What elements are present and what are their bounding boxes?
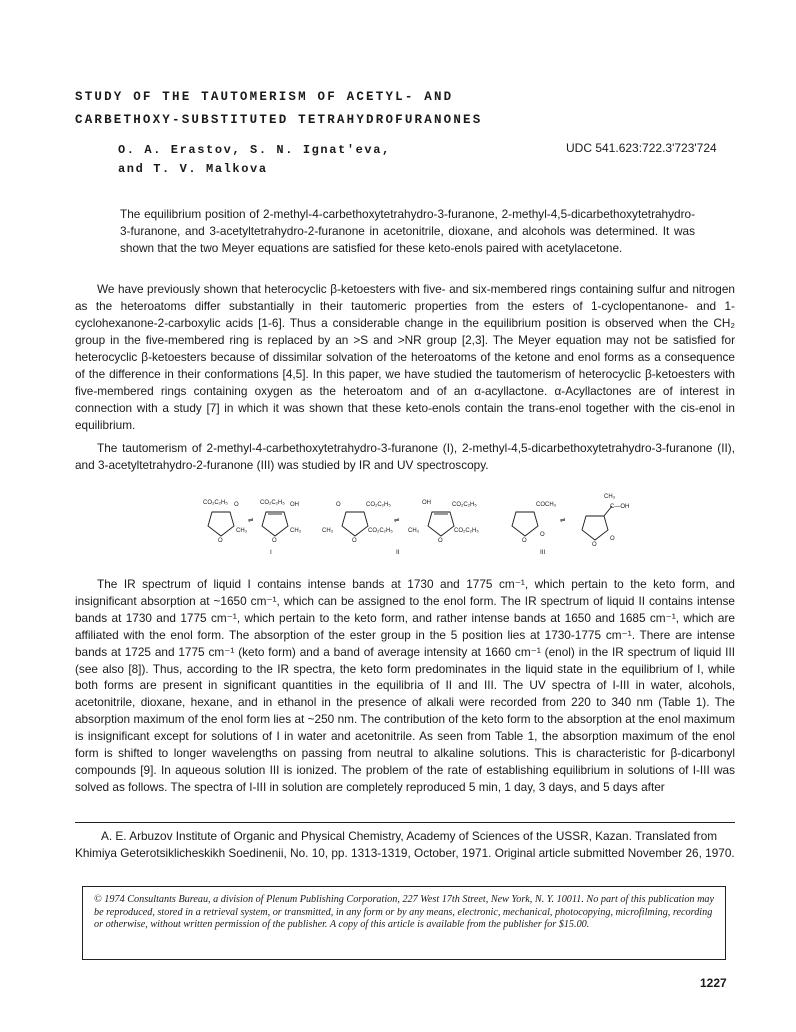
structure-3-keto	[512, 502, 557, 544]
copyright-notice	[94, 894, 718, 932]
body-text-bottom	[75, 576, 735, 796]
tautomer-scheme	[200, 492, 640, 556]
label-oh: OH	[290, 502, 299, 508]
body-text-top	[75, 281, 735, 480]
label-c-oh: C—OH	[610, 504, 630, 510]
label-o: O	[272, 538, 277, 544]
equilibrium-arrow: ⇌	[394, 517, 400, 524]
label-ch3: CH₃	[290, 528, 302, 534]
author-list	[118, 141, 391, 179]
udc-code: UDC 541.623:722.3'723'724	[566, 141, 717, 155]
equilibrium-arrow: ⇌	[560, 517, 566, 524]
label-co2c2h5: CO₂C₂H₅	[203, 500, 228, 506]
compound-label-2: II	[396, 549, 400, 556]
label-co2c2h5: CO₂C₂H₅	[452, 502, 477, 508]
abstract	[120, 206, 695, 257]
page-number: 1227	[700, 976, 727, 990]
affiliation-text: A. E. Arbuzov Institute of Organic and Physical Chemistry, Academy of Sciences of the USSR, Kazan. Translated from Khimiya Geterotsiklicheskikh Soedinenii, No. 10, pp. 1313-1319, October, 1971. Original article submitted November 26, 1970.	[75, 829, 735, 860]
label-ch3: CH₃	[322, 528, 334, 534]
structure-1-enol	[260, 500, 302, 544]
label-ch3: CH₃	[408, 528, 420, 534]
label-o: O	[522, 538, 527, 544]
label-coch3: COCH₃	[536, 502, 557, 508]
label-co2c2h5: CO₂C₂H₅	[366, 502, 391, 508]
article-title	[75, 86, 715, 132]
authors-line-2: and T. V. Malkova	[118, 162, 268, 176]
structure-1-keto	[203, 500, 248, 544]
label-o: O	[218, 538, 223, 544]
compound-label-3: III	[540, 549, 546, 556]
structure-2-keto	[322, 502, 393, 544]
copyright-text: © 1974 Consultants Bureau, a division of Plenum Publishing Corporation, 227 West 17th Street, New York, N. Y. 10011. No part of this publication may be reproduced, stored in a retrieval system, or transmitted, in any form or by any means, electronic, mechanical, photocopying, microfilming, recording or otherwise, without written permission of the publisher. A copy of this article is available from the publisher for $15.00.	[94, 894, 715, 931]
affiliation-footnote	[75, 828, 735, 862]
label-ch3: CH₃	[604, 494, 616, 500]
structure-2-enol	[408, 500, 479, 544]
label-o: O	[438, 538, 443, 544]
label-o: O	[540, 532, 545, 538]
footnote-rule	[75, 822, 735, 823]
label-co2c2h5: CO₂C₂H₅	[454, 528, 479, 534]
title-line-1: STUDY OF THE TAUTOMERISM OF ACETYL- AND	[75, 90, 454, 104]
paragraph-intro: We have previously shown that heterocyclic β-ketoesters with five- and six-membered rings containing sulfur and nitrogen as the heteroatoms differ substantially in their tautomeric properties from the esters of 1-cyclopentanone- and 1-cyclohexanone-2-carboxylic acids [1-6]. Thus a considerable change in the equilibrium position is observed when the CH₂ group in the five-membered ring is replaced by an >S and >NR group [2,3]. The Meyer equation may not be satisfied for heterocyclic β-ketoesters because of dissimilar solvation of the heteroatoms of the ketone and enol forms as a consequence of the difference in their conformations [4,5]. In this paper, we have studied the tautomerism of heterocyclic β-ketoesters with five-membered rings containing oxygen as the heteroatom and of an α-acyllactone. α-Acyllactones are of interest in connection with a study [7] in which it was shown that these keto-enols contain the trans-enol together with the cis-enol in equilibrium.	[75, 282, 735, 432]
label-o: O	[610, 536, 615, 542]
authors-line-1: O. A. Erastov, S. N. Ignat'eva,	[118, 143, 391, 157]
label-o: O	[234, 502, 239, 508]
equilibrium-arrow: ⇌	[248, 517, 254, 524]
label-o: O	[352, 538, 357, 544]
label-ch3: CH₃	[236, 528, 248, 534]
abstract-text: The equilibrium position of 2-methyl-4-carbethoxytetrahydro-3-furanone, 2-methyl-4,5-dicarbethoxytetrahydro-3-furanone, and 3-acetyltetrahydro-2-furanone in acetonitrile, dioxane, and alcohols was determined. It was shown that the two Meyer equations are satisfied for these keto-enols paired with acetylacetone.	[120, 207, 695, 255]
label-co2c2h5: CO₂C₂H₅	[368, 528, 393, 534]
label-o: O	[336, 502, 341, 508]
title-line-2: CARBETHOXY-SUBSTITUTED TETRAHYDROFURANONES	[75, 113, 483, 127]
paragraph-ir-uv: The IR spectrum of liquid I contains intense bands at 1730 and 1775 cm⁻¹, which pertain to the keto form, and insignificant absorption at ~1650 cm⁻¹, which can be assigned to the enol form. The IR spectrum of liquid II contains intense bands at 1730 and 1775 cm⁻¹, which pertain to the keto form, and rather intense bands at 1650 and 1685 cm⁻¹, which are affiliated with the enol form. The absorption of the ester group in the 5 position lies at 1730-1775 cm⁻¹. There are intense bands at 1725 and 1775 cm⁻¹ (keto form) and a band of average intensity at 1660 cm⁻¹ (enol) in the IR spectrum of liquid III (see also [8]). Thus, according to the IR spectra, the keto form predominates in the liquid state in the equilibrium of I, while both forms are present in significant quantities in the equilibria of II and III. The UV spectra of I-III in water, alcohols, acetonitrile, dioxane, hexane, and in ethanol in the presence of alkali were recorded from 220 to 340 nm (Table 1). The absorption maximum of the enol form lies at ~250 nm. The contribution of the keto form to the absorption at the enol maximum is insignificant except for solutions of I in water and acetonitrile. As seen from Table 1, the absorption maximum of the enol form is shifted to longer wavelengths on passing from neutral to alkaline solutions. This is characteristic for β-dicarbonyl compounds [9]. In aqueous solution III is ionized. The problem of the rate of establishing equilibrium in solutions of I-III was solved as follows. The spectra of I-III in solution are completely reproduced 5 min, 1 day, 3 days, and 5 days after	[75, 577, 735, 794]
label-o: O	[592, 542, 597, 548]
structure-3-enol	[582, 494, 629, 548]
paragraph-compounds: The tautomerism of 2-methyl-4-carbethoxytetrahydro-3-furanone (I), 2-methyl-4,5-dicarbethoxytetrahydro-3-furanone (II), and 3-acetyltetrahydro-2-furanone (III) was studied by IR and UV spectroscopy.	[75, 441, 735, 472]
label-oh: OH	[422, 500, 431, 506]
label-co2c2h5: CO₂C₂H₅	[260, 500, 285, 506]
compound-label-1: I	[270, 549, 272, 556]
